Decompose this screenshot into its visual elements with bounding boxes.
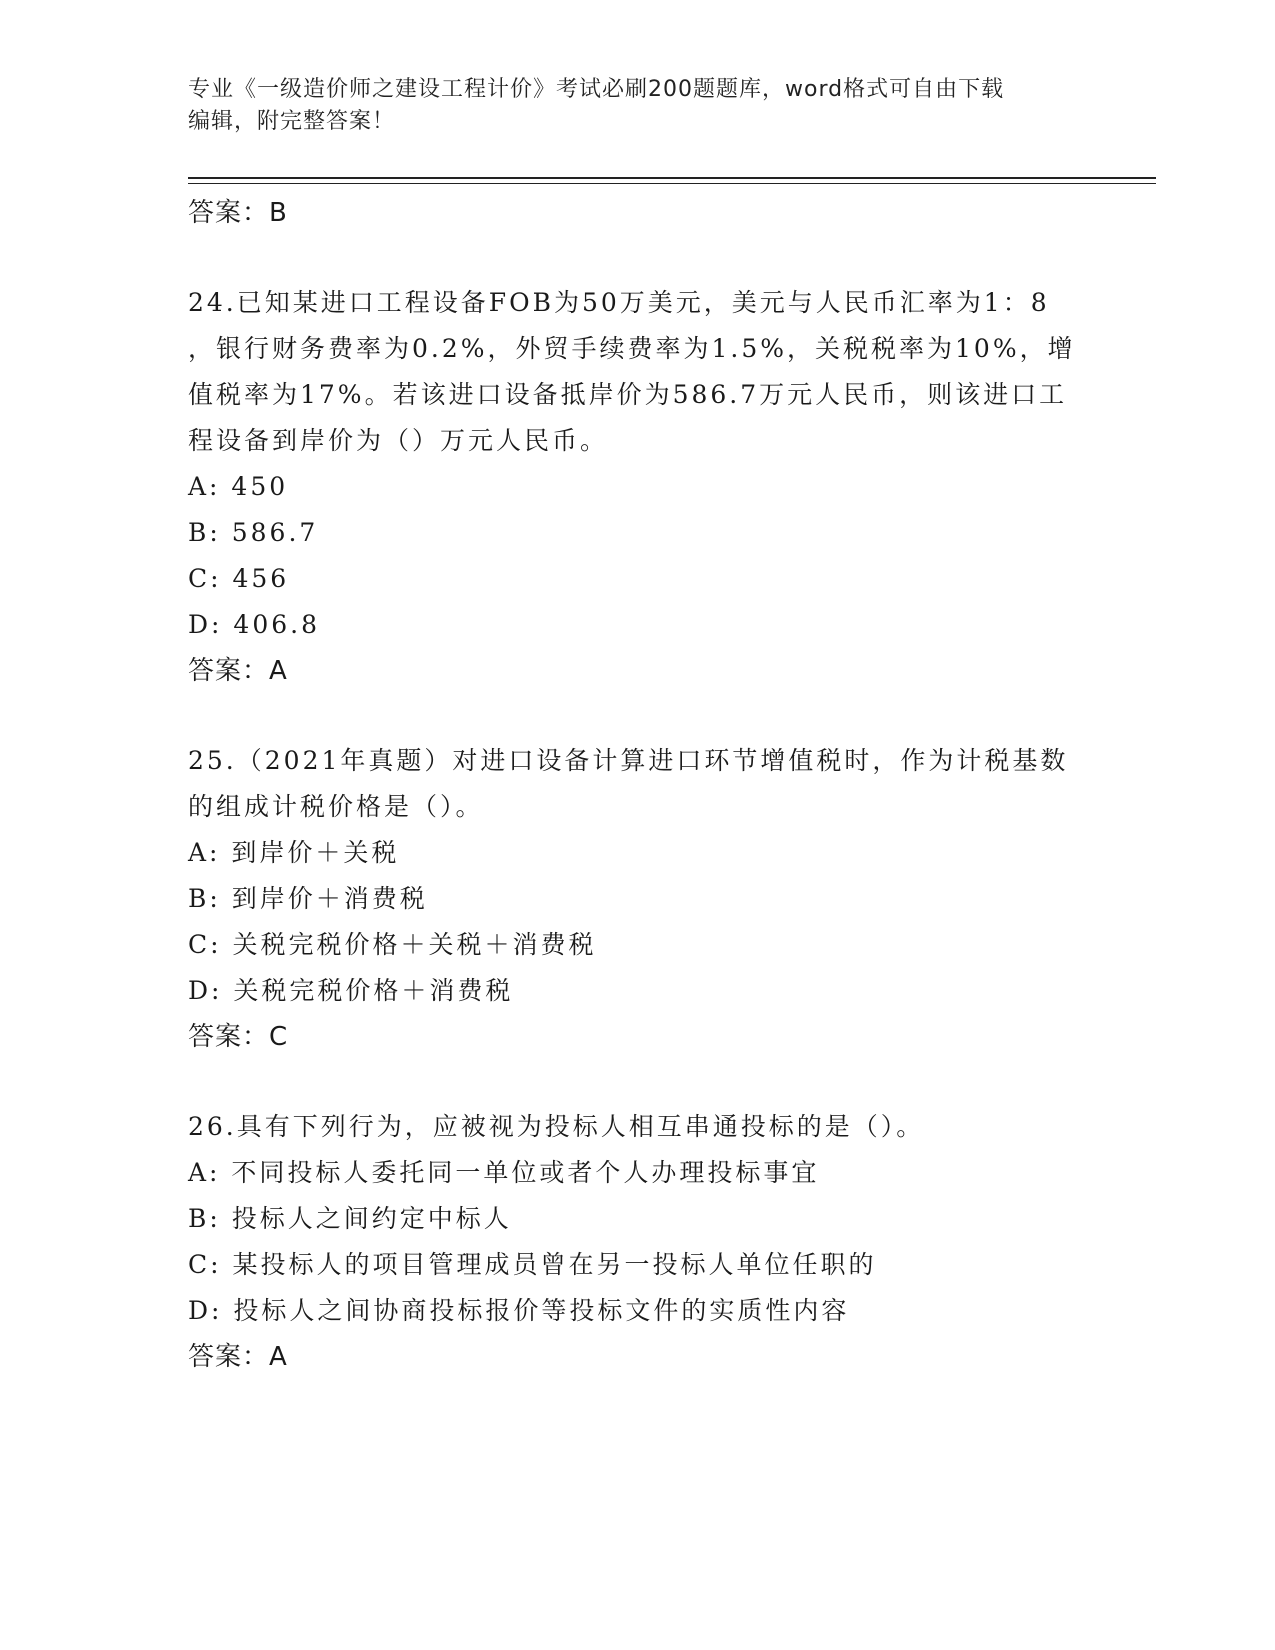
- answer-line: 答案：A: [188, 656, 288, 686]
- option-b: B: 586.7: [188, 518, 319, 547]
- header-rule-thin: [188, 183, 1156, 184]
- option-d: D: 406.8: [188, 610, 320, 639]
- option-b: B: 到岸价＋消费税: [188, 884, 428, 913]
- option-d: D: 投标人之间协商投标报价等投标文件的实质性内容: [188, 1296, 850, 1325]
- answer-line: 答案：C: [188, 1022, 289, 1052]
- question-stem: 26.具有下列行为，应被视为投标人相互串通投标的是（）。: [188, 1112, 925, 1141]
- spacer: [188, 1060, 1088, 1104]
- document-header: [188, 74, 1088, 138]
- header-rule-thick: [188, 177, 1156, 179]
- option-a: A: 不同投标人委托同一单位或者个人办理投标事宜: [188, 1158, 820, 1187]
- header-line-2: 编辑，附完整答案！: [188, 109, 396, 134]
- question-24: [188, 280, 1088, 694]
- spacer: [188, 694, 1088, 738]
- spacer: [188, 236, 1088, 280]
- question-stem: 24.已知某进口工程设备FOB为50万美元，美元与人民币汇率为1：8 ，银行财务费率为0.2%，外贸手续费率为1.5%，关税税率为10%，增 值税率为17%。若该进口设备抵岸价为586.7万元人民币，则该进口工 程设备到岸价为（）万元人民币。: [188, 288, 1076, 455]
- question-stem: 25.（2021年真题）对进口设备计算进口环节增值税时，作为计税基数 的组成计税价格是（）。: [188, 746, 1069, 821]
- answer-line: 答案：B: [188, 198, 288, 228]
- header-line-1: 专业《一级造价师之建设工程计价》考试必刷200题题库，word格式可自由下载: [188, 77, 1005, 102]
- question-content: [188, 190, 1088, 1380]
- question-25: [188, 738, 1088, 1060]
- option-a: A: 450: [188, 472, 289, 501]
- option-c: C: 某投标人的项目管理成员曾在另一投标人单位任职的: [188, 1250, 877, 1279]
- answer-line: 答案：A: [188, 1342, 288, 1372]
- option-c: C: 关税完税价格＋关税＋消费税: [188, 930, 597, 959]
- option-c: C: 456: [188, 564, 290, 593]
- option-b: B: 投标人之间约定中标人: [188, 1204, 512, 1233]
- option-d: D: 关税完税价格＋消费税: [188, 976, 514, 1005]
- question-26: [188, 1104, 1088, 1380]
- option-a: A: 到岸价＋关税: [188, 838, 400, 867]
